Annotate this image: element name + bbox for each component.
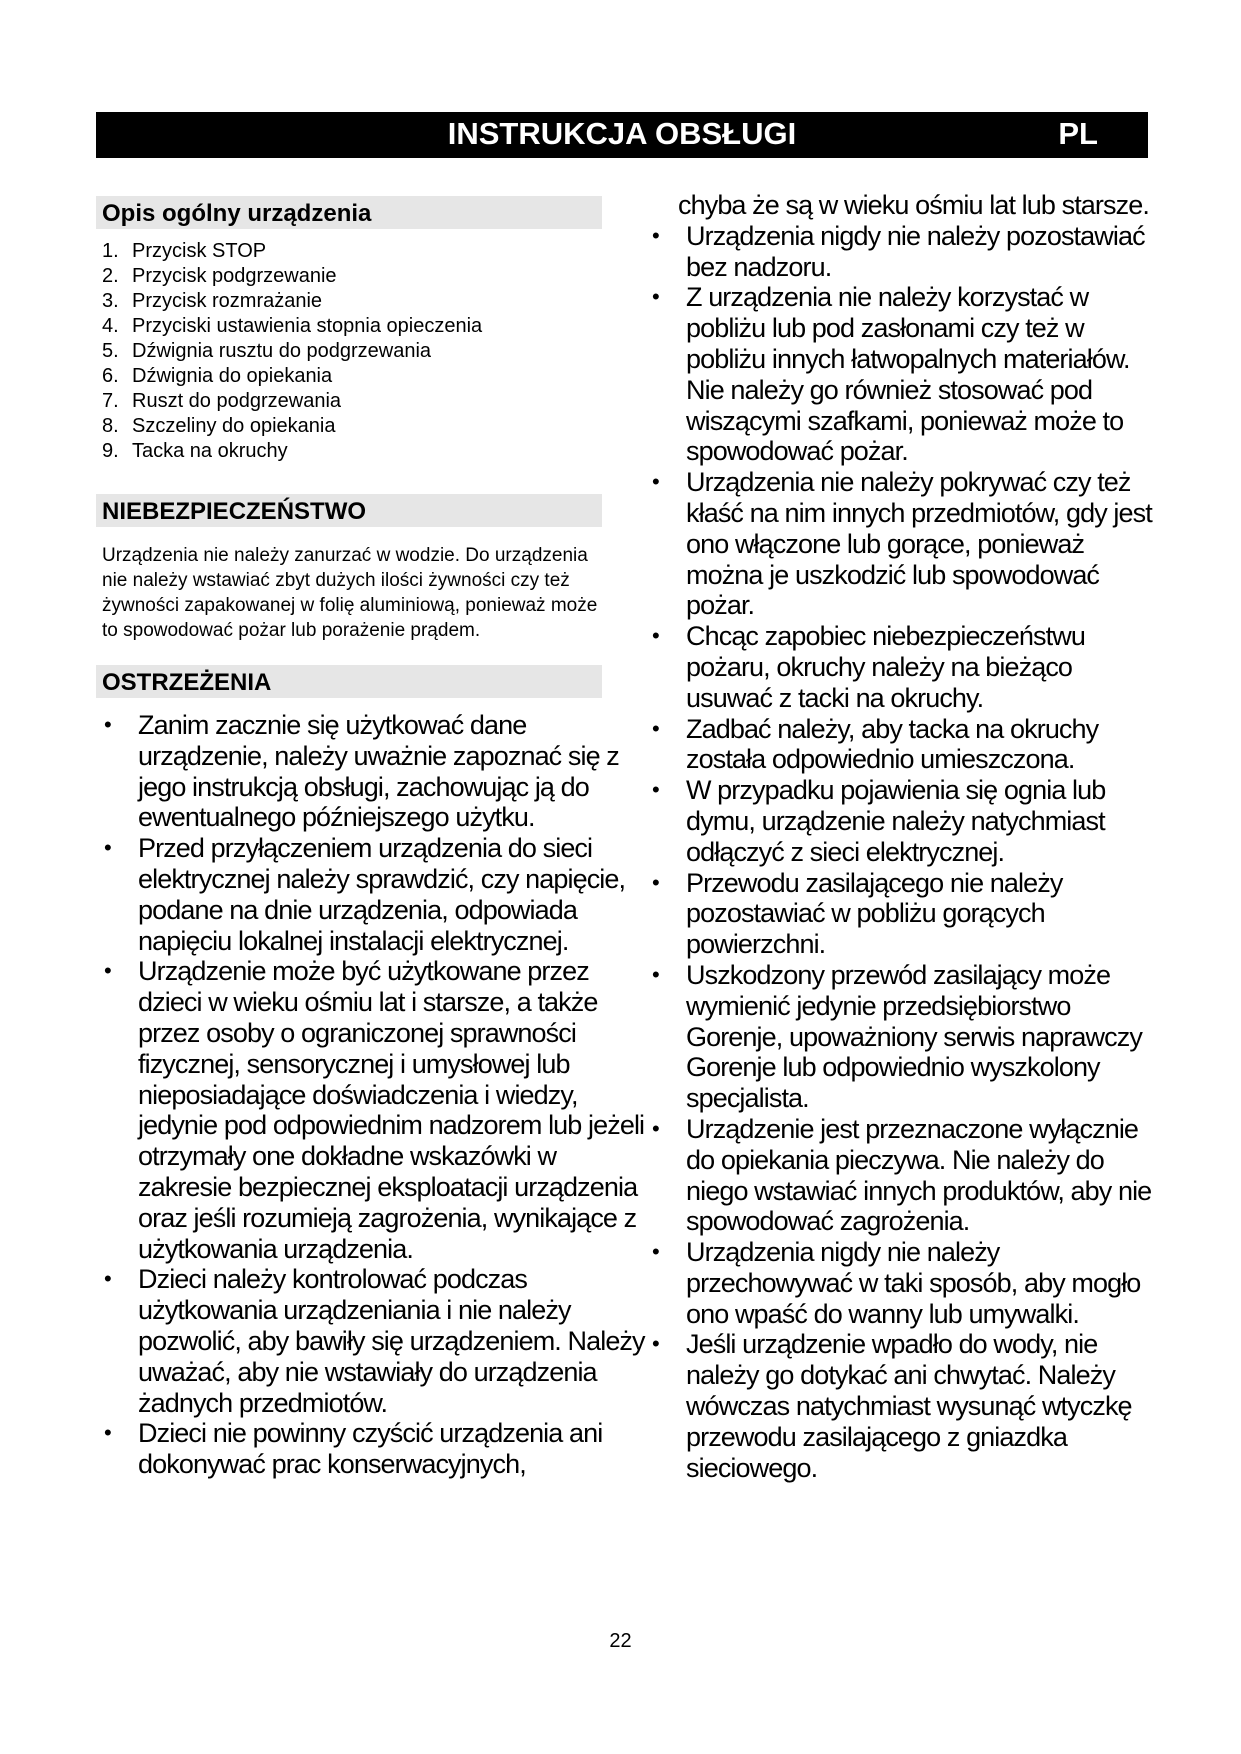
warning-item: • Dzieci nie powinny czyścić urządzenia ani dokonywać prac konserwacyjnych, — [104, 1418, 603, 1480]
bullet-icon: • — [652, 222, 659, 248]
warning-item: • Chcąc zapobiec niebezpieczeństwu pożaru, okruchy należy na bieżąco usuwać z tacki na okruchy. — [652, 621, 1085, 713]
bullet-icon: • — [652, 869, 659, 895]
warning-item: • Przewodu zasilającego nie należy pozostawiać w pobliżu gorących powierzchni. — [652, 867, 1063, 960]
list-item: 8. Szczeliny do opiekania — [102, 415, 336, 437]
warning-item: • Jeśli urządzenie wpadło do wody, nie należy go dotykać ani chwytać. Należy wówczas natychmiast wysunąć wtyczkę przewodu zasilającego z gniazdka sieciowego. — [652, 1329, 1132, 1483]
bullet-icon: • — [652, 1331, 659, 1357]
bullet-icon: • — [652, 777, 659, 803]
warnings-list-left — [96, 710, 656, 1480]
warning-item: • Urządzenia nigdy nie należy pozostawiać bez nadzoru. — [652, 220, 1145, 282]
bullet-icon: • — [104, 958, 111, 984]
warning-item: • Urządzenia nigdy nie należy przechowywać w taki sposób, aby mogło ono wpaść do wanny lub umywalki. — [652, 1237, 1141, 1329]
list-item: 7. Ruszt do podgrzewania — [102, 390, 342, 412]
warning-item: • W przypadku pojawienia się ognia lub dymu, urządzenie należy natychmiast odłączyć z sieci elektrycznej. — [652, 775, 1106, 867]
warning-item: • Uszkodzony przewód zasilający może wymienić jedynie przedsiębiorstwo Gorenje, upoważniony serwis naprawczy Gorenje lub odpowiednio wyszkolony specjalista. — [652, 959, 1142, 1114]
warnings-heading: OSTRZEŻENIA — [96, 665, 602, 698]
list-item: 2. Przycisk podgrzewanie — [102, 265, 337, 287]
general-heading: Opis ogólny urządzenia — [96, 196, 602, 229]
bullet-icon: • — [652, 961, 659, 987]
warning-continuation: chyba że są w wieku ośmiu lat lub starsze. — [678, 190, 1149, 220]
warning-item: • Urządzenia nie należy pokrywać czy też kłaść na nim innych przedmiotów, gdy jest ono włączone lub gorące, ponieważ można je uszkodzić lub spowodować pożar. — [652, 467, 1152, 621]
warning-item: • Przed przyłączeniem urządzenia do sieci elektrycznej należy sprawdzić, czy napięcie, podane na dnie urządzenia, odpowiada napięciu lokalnej instalacji elektrycznej. — [104, 833, 626, 956]
bullet-icon: • — [104, 712, 111, 737]
page-header — [96, 112, 1148, 158]
list-item: 4. Przyciski ustawienia stopnia opieczenia — [102, 315, 483, 337]
danger-text: Urządzenia nie należy zanurzać w wodzie. Do urządzenia nie należy wstawiać zbyt dużych ilości żywności czy też żywności zapakowanej w folię aluminiową, ponieważ może to spowodować pożar lub porażenie prądem. — [102, 545, 598, 641]
bullet-icon: • — [652, 469, 659, 495]
bullet-icon: • — [652, 715, 659, 741]
list-item: 6. Dźwignia do opiekania — [102, 365, 333, 387]
bullet-icon: • — [104, 835, 111, 861]
page-number: 22 — [609, 1630, 632, 1652]
language-code: PL — [1058, 116, 1098, 151]
parts-list — [96, 239, 636, 464]
warnings-list-right — [644, 221, 1164, 1484]
bullet-icon: • — [652, 1239, 659, 1265]
warning-item: • Z urządzenia nie należy korzystać w pobliżu lub pod zasłonami czy też w pobliżu innych łatwopalnych materiałów. Nie należy go również stosować pod wiszącymi szafkami, ponieważ może to spowodować pożar. — [652, 282, 1130, 467]
warning-item: • Zanim zacznie się użytkować dane urządzenie, należy uważnie zapoznać się z jego instrukcją obsługi, zachowując ją do ewentualnego późniejszego użytku. — [104, 710, 619, 833]
list-item: 9. Tacka na okruchy — [102, 440, 288, 462]
page-title: INSTRUKCJA OBSŁUGI — [447, 116, 797, 151]
list-item: 1. Przycisk STOP — [102, 240, 267, 262]
bullet-icon: • — [652, 623, 659, 649]
bullet-icon: • — [652, 1115, 659, 1141]
bullet-icon: • — [652, 284, 659, 310]
list-item: 3. Przycisk rozmrażanie — [102, 290, 323, 312]
warning-item: • Urządzenie może być użytkowane przez dzieci w wieku ośmiu lat i starsze, a także przez osoby o ograniczonej sprawności fizycznej, sensorycznej i umysłowej lub nieposiadające doświadczenia i wiedzy, jedynie pod odpowiednim nadzorem lub jeżeli otrzymały one dokładne wskazówki w zakresie bezpiecznej eksploatacji urządzenia oraz jeśli rozumieją zagrożenia, wynikające z użytkowania urządzenia. — [104, 956, 645, 1264]
warning-item: • Zadbać należy, aby tacka na okruchy została odpowiednio umieszczona. — [652, 713, 1099, 775]
warning-item: • Urządzenie jest przeznaczone wyłącznie do opiekania pieczywa. Nie należy do niego wstawiać innych produktów, aby nie spowodować zagrożenia. — [652, 1113, 1152, 1237]
left-column — [96, 196, 645, 1480]
bullet-icon: • — [104, 1266, 111, 1292]
list-item: 5. Dźwignia rusztu do podgrzewania — [102, 340, 432, 362]
danger-heading: NIEBEZPIECZEŃSTWO — [96, 494, 602, 527]
warning-item: • Dzieci należy kontrolować podczas użytkowania urządzeniania i nie należy pozwolić, aby bawiły się urządzeniem. Należy uważać, aby nie wstawiały do urządzenia żadnych przedmiotów. — [104, 1264, 645, 1418]
bullet-icon: • — [104, 1420, 111, 1446]
right-column — [644, 190, 1174, 1483]
